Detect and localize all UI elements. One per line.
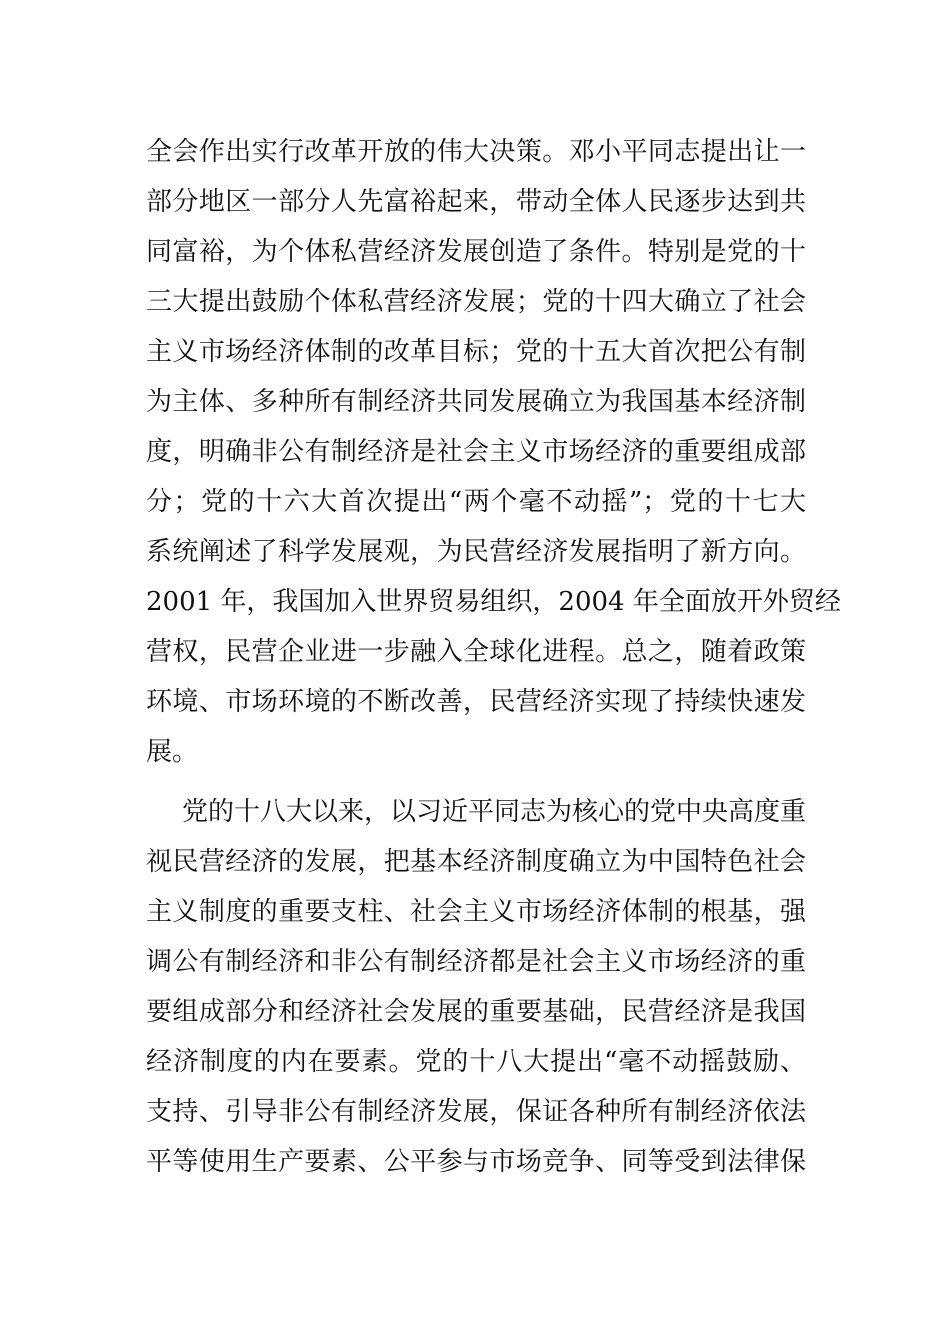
paragraph-1-line-7: 度，明确非公有制经济是社会主义市场经济的重要组成部 [146,437,806,467]
paragraph-1-line-1: 全会作出实行改革开放的伟大决策。邓小平同志提出让一 [146,137,806,167]
paragraph-2-line-7: 支持、引导非公有制经济发展，保证各种所有制经济依法 [146,1097,806,1127]
paragraph-1-line-5: 主义市场经济体制的改革目标；党的十五大首次把公有制 [146,337,806,367]
paragraph-2-line-4: 调公有制经济和非公有制经济都是社会主义市场经济的重 [146,947,806,977]
paragraph-1-line-4: 三大提出鼓励个体私营经济发展；党的十四大确立了社会 [146,287,806,317]
paragraph-1-line-9: 系统阐述了科学发展观，为民营经济发展指明了新方向。 [146,537,806,567]
paragraph-1-line-10: 2001 年，我国加入世界贸易组织，2004 年全面放开外贸经 [146,587,841,617]
paragraph-2-line-2: 视民营经济的发展，把基本经济制度确立为中国特色社会 [146,847,806,877]
paragraph-2-line-8: 平等使用生产要素、公平参与市场竞争、同等受到法律保 [146,1147,806,1177]
paragraph-1-line-11: 营权，民营企业进一步融入全球化进程。总之，随着政策 [146,637,806,667]
paragraph-2-line-1: 党的十八大以来，以习近平同志为核心的党中央高度重 [182,797,807,827]
paragraph-1-line-6: 为主体、多种所有制经济共同发展确立为我国基本经济制 [146,387,806,417]
paragraph-1-line-13: 展。 [146,737,199,767]
paragraph-2-line-3: 主义制度的重要支柱、社会主义市场经济体制的根基，强 [146,897,806,927]
paragraph-2-line-6: 经济制度的内在要素。党的十八大提出“毫不动摇鼓励、 [146,1047,806,1077]
paragraph-2-line-5: 要组成部分和经济社会发展的重要基础，民营经济是我国 [146,997,806,1027]
paragraph-1-line-12: 环境、市场环境的不断改善，民营经济实现了持续快速发 [146,687,806,717]
paragraph-1-line-2: 部分地区一部分人先富裕起来，带动全体人民逐步达到共 [146,187,806,217]
paragraph-1-line-8: 分；党的十六大首次提出“两个毫不动摇”；党的十七大 [146,487,806,517]
paragraph-1-line-3: 同富裕，为个体私营经济发展创造了条件。特别是党的十 [146,237,806,267]
